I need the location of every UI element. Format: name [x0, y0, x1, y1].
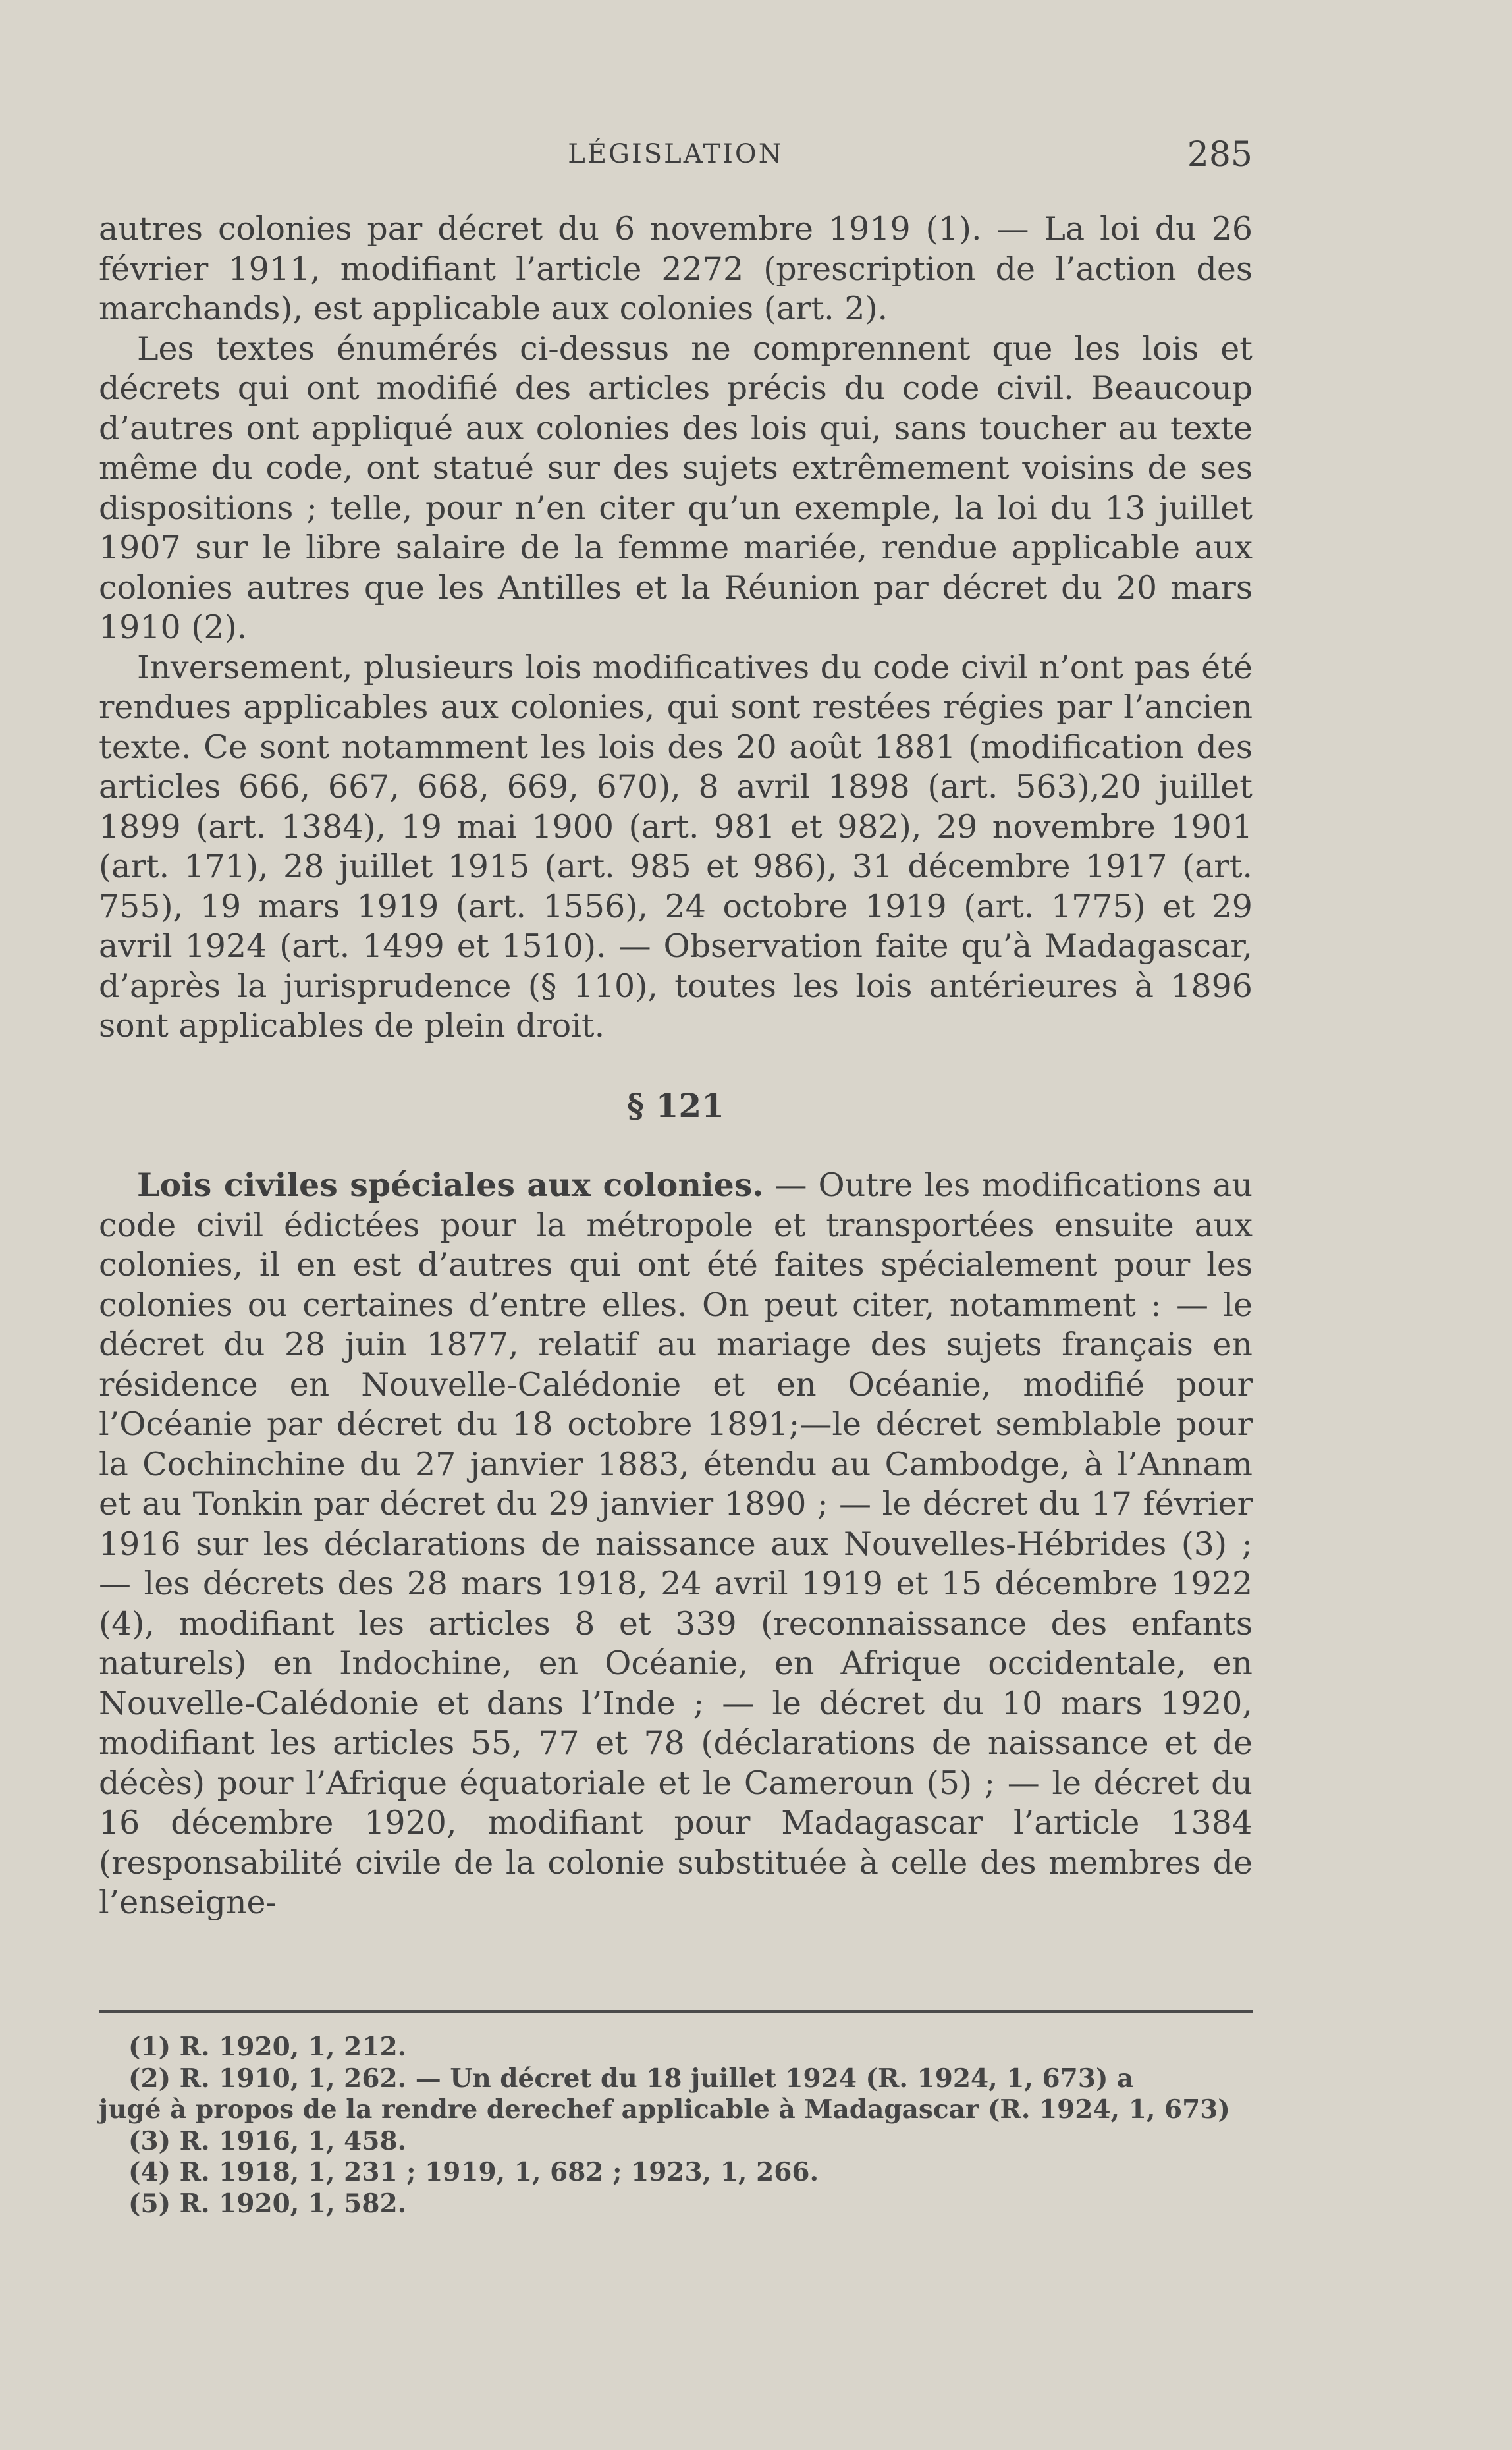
footnote-1: (1) R. 1920, 1, 212. [128, 2032, 407, 2062]
footnote-4: (4) R. 1918, 1, 231 ; 1919, 1, 682 ; 1923, 1, 266. [128, 2157, 819, 2187]
page-header [99, 135, 1253, 175]
footnote-2: (2) R. 1910, 1, 262. — Un décret du 18 juillet 1924 (R. 1924, 1, 673) a [128, 2063, 1134, 2094]
footnote-5: (5) R. 1920, 1, 582. [128, 2188, 407, 2219]
paragraph-textes-enumeres: Les textes énumérés ci-dessus ne comprennent que les lois et décrets qui ont modifié des articles précis du code civil. Beaucoup d’autres ont appliqué aux colonies des lois qui, sans toucher au texte même du code, ont statué sur des sujets extrêmement voisins de ses dispositions ; telle, pour n’en citer qu’un exemple, la loi du 13 juillet 1907 sur le libre salaire de la femme mariée, rendue applicable aux colonies autres que les Antilles et la Réunion par décret du 20 mars 1910 (2). [99, 329, 1253, 646]
footnote-2-continuation: jugé à propos de la rendre derechef applicable à Madagascar (R. 1924, 1, 673) [99, 2094, 1230, 2125]
footnote-divider [99, 2010, 1253, 2013]
page-number: 285 [1187, 135, 1253, 175]
paragraph-lois-civiles-text: — Outre les modifications au code civil édictées pour la métropole et transportées ensuite aux colonies, il en est d’autres qui ont été faites spécialement pour les colonies ou certaines d’entre elles. On peut citer, notamment : — le décret du 28 juin 1877, relatif au mariage des sujets français en résidence en Nouvelle-Calédonie et en Océanie, modifié pour l’Océanie par décret du 18 octobre 1891;—le décret semblable pour la Cochinchine du 27 janvier 1883, étendu au Cambodge, à l’Annam et au Tonkin par décret du 29 janvier 1890 ; — le décret du 17 février 1916 sur les déclarations de naissance aux Nouvelles-Hébrides (3) ; — les décrets des 28 mars 1918, 24 avril 1919 et 15 décembre 1922 (4), modifiant les articles 8 et 339 (reconnaissance des enfants naturels) en Indochine, en Océanie, en Afrique occidentale, en Nouvelle-Calédonie et dans l’Inde ; — le décret du 10 mars 1920, modifiant les articles 55, 77 et 78 (déclarations de naissance et de décès) pour l’Afrique équatoriale et le Cameroun (5) ; — le décret du 16 décembre 1920, modifiant pour Madagascar l’article 1384 (responsabilité civile de la colonie substituée à celle des membres de l’enseigne- [99, 1166, 1253, 1921]
running-title: LÉGISLATION [568, 139, 784, 169]
paragraph-lead-title: Lois civiles spéciales aux colonies. [137, 1166, 764, 1204]
paragraph-continuation: autres colonies par décret du 6 novembre 1919 (1). — La loi du 26 février 1911, modifiant l’article 2272 (prescription de l’action des marchands), est applicable aux colonies (art. 2). [99, 210, 1253, 327]
footnotes [99, 2032, 1253, 2219]
paragraph-inversement: Inversement, plusieurs lois modificatives du code civil n’ont pas été rendues applicables aux colonies, qui sont restées régies par l’ancien texte. Ce sont notamment les lois des 20 août 1881 (modification des articles 666, 667, 668, 669, 670), 8 avril 1898 (art. 563),20 juillet 1899 (art. 1384), 19 mai 1900 (art. 981 et 982), 29 novembre 1901 (art. 171), 28 juillet 1915 (art. 985 et 986), 31 décembre 1917 (art. 755), 19 mars 1919 (art. 1556), 24 octobre 1919 (art. 1775) et 29 avril 1924 (art. 1499 et 1510). — Observation faite qu’à Madagascar, d’après la jurisprudence (§ 110), toutes les lois antérieures à 1896 sont applicables de plein droit. [99, 648, 1253, 1045]
body-text [99, 209, 1253, 1923]
footnote-3: (3) R. 1916, 1, 458. [128, 2125, 407, 2156]
section-heading: § 121 [627, 1085, 724, 1125]
paragraph-lois-civiles [99, 1165, 1253, 1923]
